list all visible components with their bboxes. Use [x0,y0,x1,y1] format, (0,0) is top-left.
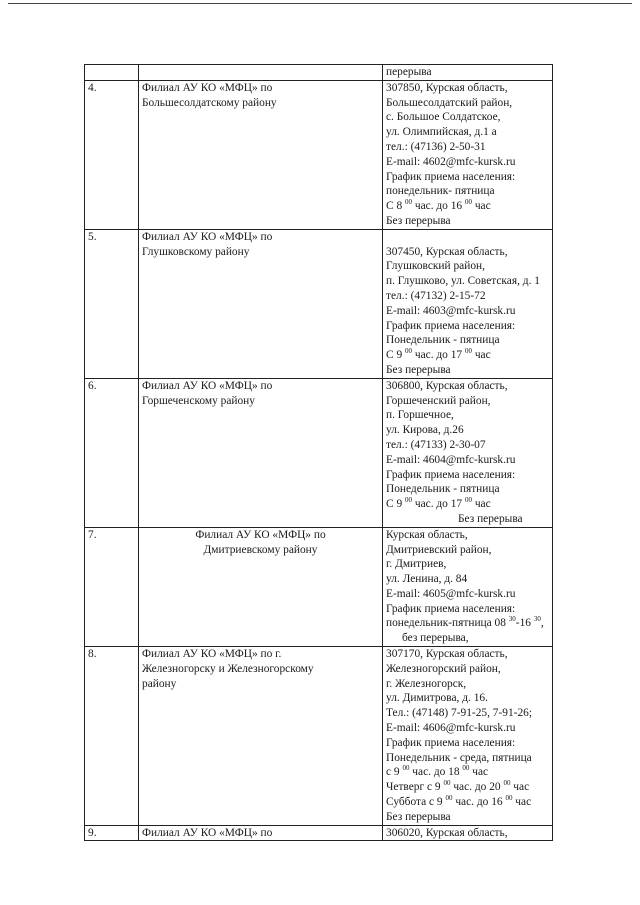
info-line: понедельник- пятница [386,185,495,198]
info-line: Без перерыва [386,363,451,376]
hours-line: С 8 $^{00}$ час. до 16 $^{00}$ час [386,198,491,213]
table-row [85,647,553,826]
email-line: E-mail: 4603@mfc-kursk.ru [386,304,516,317]
info-line: п. Глушково, ул. Советская, д. 1 [386,275,540,288]
table-row [85,527,553,646]
info-line: с. Большое Солдатское, [386,111,501,124]
hours-line: Четверг с 9 $^{00}$ час. до 20 $^{00}$ час [386,779,530,794]
info-line: Без перерыва [386,214,451,227]
branch-table [84,64,553,841]
branch-info [383,527,553,646]
info-line: Без перерыва [386,810,451,823]
email-line: E-mail: 4605@mfc-kursk.ru [386,587,516,600]
info-line: Горшеченский район, [386,394,491,407]
name-line: Глушковскому району [142,245,250,258]
info-line: тел.: (47136) 2-50-31 [386,140,486,153]
row-number: 7. [85,527,139,646]
name-line: Железногорску и Железногорскому [142,662,314,675]
table-row [85,378,553,527]
branch-info [383,80,553,229]
info-line: ул. Кирова, д.26 [386,424,464,437]
name-line: Горшеченскому району [142,394,255,407]
email-line: E-mail: 4602@mfc-kursk.ru [386,155,516,168]
branch-info [383,378,553,527]
name-line: Филиал АУ КО «МФЦ» по [142,81,273,94]
page-top-rule [8,3,632,4]
info-line: 307450, Курская область, [386,245,508,258]
info-line: Понедельник - пятница [386,334,500,347]
info-line: 306020, Курская область, [386,826,508,839]
branch-info [383,229,553,378]
info-line: График приема населения: [386,736,516,749]
row-number: 8. [85,647,139,826]
info-line: Понедельник - среда, пятница [386,751,532,764]
name-line: району [142,677,177,690]
name-line: Большесолдатскому району [142,96,277,109]
info-line: График приема населения: [386,602,516,615]
row-number: 5. [85,229,139,378]
hours-line: С 9 $^{00}$ час. до 17 $^{00}$ час [386,496,491,511]
table-row [85,229,553,378]
hours-line: понедельник-пятница 08 $^{30}$-16 $^{30}$, [386,615,544,630]
info-line: ул. Димитрова, д. 16. [386,692,488,705]
info-line [386,230,549,245]
info-line: Понедельник - пятница [386,483,500,496]
name-line: Филиал АУ КО «МФЦ» по [142,379,273,392]
name-line: Филиал АУ КО «МФЦ» по [195,528,326,541]
info-line: График приема населения: [386,468,516,481]
hours-line: С 9 $^{00}$ час. до 17 $^{00}$ час [386,347,491,362]
info-line: 306800, Курская область, [386,379,508,392]
info-line: п. Горшечное, [386,409,454,422]
info-line: 307170, Курская область, [386,648,508,661]
name-line: Дмитриевскому району [203,543,318,556]
row-number: 4. [85,80,139,229]
branch-info [383,65,553,81]
hours-line: Суббота с 9 $^{00}$ час. до 16 $^{00}$ час [386,794,532,809]
info-line: г. Железногорск, [386,677,467,690]
info-line: тел.: (47133) 2-30-07 [386,438,486,451]
branch-name [139,229,383,378]
info-line: Дмитриевский район, [386,543,492,556]
info-line: г. Дмитриев, [386,558,447,571]
info-line: Большесолдатский район, [386,96,513,109]
table-row [85,825,553,841]
email-line: E-mail: 4606@mfc-kursk.ru [386,722,516,735]
branch-name [139,825,383,841]
email-line: E-mail: 4604@mfc-kursk.ru [386,453,516,466]
info-line: Курская область, [386,528,468,541]
info-line: без перерыва, [402,632,469,645]
branch-name [139,65,383,81]
row-number: 6. [85,378,139,527]
branch-info [383,825,553,841]
info-line: График приема населения: [386,170,516,183]
branch-name [139,527,383,646]
info-line: Глушковский район, [386,260,485,273]
branch-name [139,647,383,826]
info-line: 307850, Курская область, [386,81,508,94]
info-line: перерыва [386,66,432,78]
table-row [85,80,553,229]
info-line: ул. Ленина, д. 84 [386,573,468,586]
name-line: Филиал АУ КО «МФЦ» по [142,826,273,839]
info-line: Тел.: (47148) 7-91-25, 7-91-26; [386,707,533,720]
branch-name [139,378,383,527]
table-row [85,65,553,81]
hours-line: с 9 $^{00}$ час. до 18 $^{00}$ час [386,764,489,779]
row-number [85,65,139,81]
info-line: ул. Олимпийская, д.1 а [386,126,497,139]
info-line: тел.: (47132) 2-15-72 [386,289,486,302]
row-number: 9. [85,825,139,841]
name-line: Филиал АУ КО «МФЦ» по [142,230,273,243]
info-line: Железногорский район, [386,662,501,675]
branch-name [139,80,383,229]
branch-info [383,647,553,826]
info-line: Без перерыва [458,512,523,525]
info-line: График приема населения: [386,319,516,332]
name-line: Филиал АУ КО «МФЦ» по г. [142,648,282,661]
